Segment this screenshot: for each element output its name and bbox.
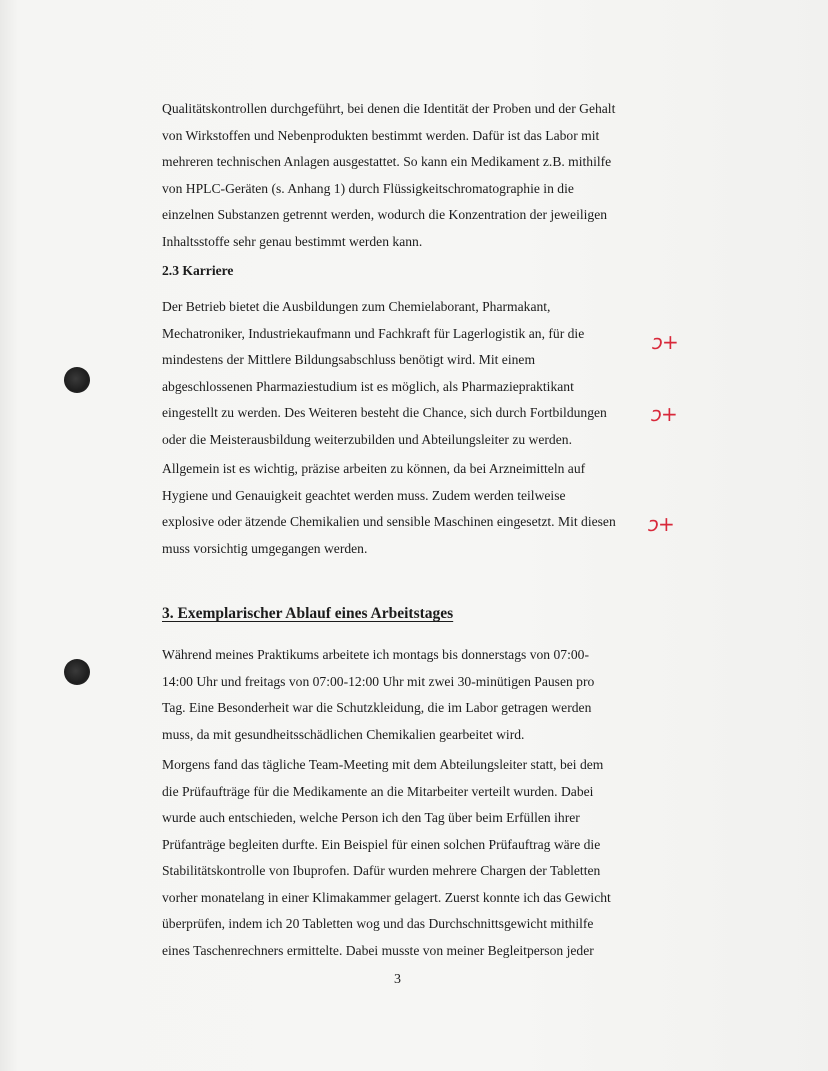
paragraph-training-options [162,294,641,453]
margin-correction-mark: ↄ+ [648,512,674,536]
margin-correction-mark: ↄ+ [651,402,677,426]
text-line: vorher monatelang in einer Klimakammer gelagert. Zuerst konnte ich das Gewicht [162,889,611,905]
paragraph-lab-quality-control [162,96,641,255]
text-line: Stabilitätskontrolle von Ibuprofen. Dafür wurden mehrere Chargen der Tabletten [162,863,601,878]
margin-correction-mark: ↄ+ [652,330,678,354]
text-line: Der Betrieb bietet die Ausbildungen zum Chemielaborant, Pharmakant, [162,299,551,314]
text-line: Mechatroniker, Industriekaufmann und Fachkraft für Lagerlogistik an, für die [162,325,585,341]
text-line: überprüfen, indem ich 20 Tabletten wog und das Durchschnittsgewicht mithilfe [162,916,594,931]
text-line: Qualitätskontrollen durchgeführt, bei denen die Identität der Proben und der Gehalt [162,101,616,116]
text-line: eines Taschenrechners ermittelte. Dabei musste von meiner Begleitperson jeder [162,942,594,958]
text-line: Allgemein ist es wichtig, präzise arbeiten zu können, da bei Arzneimitteln auf [162,461,586,476]
page-number: 3 [394,972,401,987]
text-line: Hygiene und Genauigkeit geachtet werden muss. Zudem werden teilweise [162,487,566,503]
text-line: explosive oder ätzende Chemikalien und sensible Maschinen eingesetzt. Mit diesen [162,514,616,529]
text-line: oder die Meisterausbildung weiterzubilden und Abteilungsleiter zu werden. [162,431,572,447]
text-line: Prüfanträge begleiten durfte. Ein Beispiel für einen solchen Prüfauftrag wäre die [162,836,601,852]
text-line: Inhaltsstoffe sehr genau bestimmt werden kann. [162,233,423,249]
text-line: eingestellt zu werden. Des Weiteren besteht die Chance, sich durch Fortbildungen [162,405,607,420]
text-line: 14:00 Uhr und freitags von 07:00-12:00 Uhr mit zwei 30-minütigen Pausen pro [162,673,595,689]
text-line: mindestens der Mittlere Bildungsabschluss benötigt wird. Mit einem [162,352,536,367]
text-line: einzelnen Substanzen getrennt werden, wodurch die Konzentration der jeweiligen [162,207,608,222]
text-line: von HPLC-Geräten (s. Anhang 1) durch Flüssigkeitschromatographie in die [162,180,574,196]
text-line: von Wirkstoffen und Nebenprodukten bestimmt werden. Dafür ist das Labor mit [162,127,600,143]
text-line: Tag. Eine Besonderheit war die Schutzkleidung, die im Labor getragen werden [162,700,592,715]
section-heading-arbeitstag: 3. Exemplarischer Ablauf eines Arbeitstages [162,605,454,622]
punch-hole [64,659,90,685]
punch-hole [64,367,90,393]
text-line: mehreren technischen Anlagen ausgestattet. So kann ein Medikament z.B. mithilfe [162,154,612,169]
text-line: muss vorsichtig umgegangen werden. [162,540,368,556]
paragraph-working-hours [162,642,641,748]
text-line: die Prüfaufträge für die Medikamente an die Mitarbeiter verteilt wurden. Dabei [162,783,594,799]
text-line: wurde auch entschieden, welche Person ich den Tag über beim Erfüllen ihrer [162,810,580,825]
section-heading-karriere: 2.3 Karriere [162,263,234,278]
text-line: Morgens fand das tägliche Team-Meeting mit dem Abteilungsleiter statt, bei dem [162,757,604,772]
text-line: muss, da mit gesundheitsschädlichen Chemikalien gearbeitet wird. [162,726,525,742]
text-line: abgeschlossenen Pharmaziestudium ist es möglich, als Pharmaziepraktikant [162,378,574,394]
paragraph-requirements [162,456,641,562]
paragraph-morning-routine [162,752,641,964]
text-line: Während meines Praktikums arbeitete ich montags bis donnerstags von 07:00- [162,647,589,662]
